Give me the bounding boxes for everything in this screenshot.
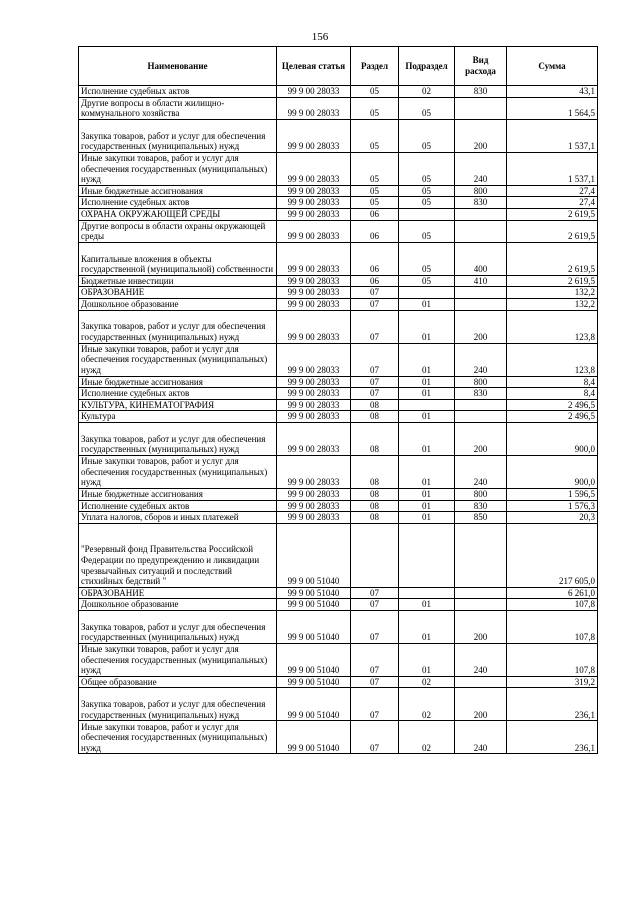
header-section: Раздел: [351, 47, 399, 86]
table-row: [79, 610, 598, 643]
cell-name: Исполнение судебных актов: [79, 500, 277, 512]
cell-subsection: 01: [399, 388, 455, 400]
cell-name: Закупка товаров, работ и услуг для обеспечения государственных (муниципальных) нужд: [79, 610, 277, 643]
cell-name: Другие вопросы в области охраны окружающей среды: [79, 220, 277, 242]
cell-name: Иные закупки товаров, работ и услуг для обеспечения государственных (муниципальных) нужд: [79, 721, 277, 754]
cell-subsection: 01: [399, 500, 455, 512]
cell-subsection: 05: [399, 119, 455, 152]
cell-section: [351, 523, 399, 587]
cell-subsection: 05: [399, 152, 455, 185]
cell-section: 07: [351, 721, 399, 754]
cell-section: 06: [351, 208, 399, 220]
cell-name: Иные закупки товаров, работ и услуг для обеспечения государственных (муниципальных) нужд: [79, 455, 277, 488]
cell-type: 200: [455, 119, 507, 152]
cell-subsection: 02: [399, 676, 455, 688]
cell-target: 99 9 00 28033: [277, 388, 351, 400]
cell-name: Закупка товаров, работ и услуг для обеспечения государственных (муниципальных) нужд: [79, 119, 277, 152]
cell-type: [455, 411, 507, 423]
table-row: [79, 455, 598, 488]
cell-target: 99 9 00 28033: [277, 376, 351, 388]
cell-type: 240: [455, 455, 507, 488]
table-row: [79, 197, 598, 209]
cell-type: 850: [455, 512, 507, 524]
cell-sum: 107,8: [507, 643, 598, 676]
table-row: [79, 599, 598, 611]
cell-type: [455, 287, 507, 299]
cell-type: [455, 599, 507, 611]
cell-subsection: 01: [399, 488, 455, 500]
cell-type: 240: [455, 343, 507, 376]
cell-subsection: 02: [399, 688, 455, 721]
table-row: [79, 399, 598, 411]
cell-name: Иные бюджетные ассигнования: [79, 185, 277, 197]
cell-subsection: [399, 208, 455, 220]
table-row: [79, 411, 598, 423]
cell-name: Исполнение судебных актов: [79, 197, 277, 209]
cell-subsection: 01: [399, 643, 455, 676]
cell-name: Иные бюджетные ассигнования: [79, 376, 277, 388]
cell-target: 99 9 00 28033: [277, 152, 351, 185]
header-subsection: Подраздел: [399, 47, 455, 86]
cell-sum: 319,2: [507, 676, 598, 688]
cell-name: Капитальные вложения в объекты государственной (муниципальной) собственности: [79, 242, 277, 275]
page-number: 156: [311, 31, 329, 43]
table-row: [79, 86, 598, 98]
cell-subsection: 05: [399, 242, 455, 275]
cell-subsection: [399, 399, 455, 411]
cell-target: 99 9 00 51040: [277, 643, 351, 676]
table-row: [79, 275, 598, 287]
cell-target: 99 9 00 28033: [277, 119, 351, 152]
cell-name: Другие вопросы в области жилищно-коммунального хозяйства: [79, 97, 277, 119]
cell-sum: 1 564,5: [507, 97, 598, 119]
cell-type: 800: [455, 185, 507, 197]
cell-name: "Резервный фонд Правительства Российской Федерации по предупреждению и ликвидации чрезвычайных ситуаций и последствий стихийных бедствий ": [79, 523, 277, 587]
cell-sum: 8,4: [507, 376, 598, 388]
cell-section: 07: [351, 688, 399, 721]
cell-sum: 236,1: [507, 721, 598, 754]
cell-section: 07: [351, 643, 399, 676]
cell-target: 99 9 00 51040: [277, 523, 351, 587]
cell-section: 07: [351, 599, 399, 611]
table-row: [79, 523, 598, 587]
cell-target: 99 9 00 28033: [277, 512, 351, 524]
cell-type: [455, 298, 507, 310]
header-name: Наименование: [79, 47, 277, 86]
cell-type: 830: [455, 86, 507, 98]
cell-sum: 8,4: [507, 388, 598, 400]
cell-target: 99 9 00 28033: [277, 411, 351, 423]
cell-target: 99 9 00 51040: [277, 721, 351, 754]
cell-name: Закупка товаров, работ и услуг для обеспечения государственных (муниципальных) нужд: [79, 422, 277, 455]
cell-subsection: 05: [399, 97, 455, 119]
table-row: [79, 287, 598, 299]
cell-section: 08: [351, 411, 399, 423]
table-row: [79, 152, 598, 185]
cell-subsection: [399, 587, 455, 599]
cell-sum: 6 261,0: [507, 587, 598, 599]
cell-target: 99 9 00 28033: [277, 488, 351, 500]
cell-type: [455, 208, 507, 220]
cell-target: 99 9 00 28033: [277, 455, 351, 488]
cell-name: Исполнение судебных актов: [79, 388, 277, 400]
cell-name: Закупка товаров, работ и услуг для обеспечения государственных (муниципальных) нужд: [79, 688, 277, 721]
table-header-row: [79, 47, 598, 86]
table-row: [79, 721, 598, 754]
cell-subsection: 01: [399, 298, 455, 310]
table-row: [79, 376, 598, 388]
table-body: [79, 86, 598, 754]
cell-target: 99 9 00 51040: [277, 688, 351, 721]
cell-target: 99 9 00 51040: [277, 676, 351, 688]
header-type: Вид расхода: [455, 47, 507, 86]
cell-sum: 2 496,5: [507, 399, 598, 411]
cell-target: 99 9 00 28033: [277, 185, 351, 197]
cell-name: ОБРАЗОВАНИЕ: [79, 587, 277, 599]
cell-section: 07: [351, 376, 399, 388]
cell-target: 99 9 00 28033: [277, 422, 351, 455]
cell-type: 200: [455, 688, 507, 721]
cell-subsection: 02: [399, 86, 455, 98]
cell-type: 240: [455, 643, 507, 676]
cell-sum: 2 619,5: [507, 242, 598, 275]
cell-name: Культура: [79, 411, 277, 423]
cell-section: 06: [351, 220, 399, 242]
cell-subsection: [399, 523, 455, 587]
budget-table: [78, 46, 598, 754]
cell-target: 99 9 00 28033: [277, 242, 351, 275]
cell-subsection: 01: [399, 599, 455, 611]
cell-name: КУЛЬТУРА, КИНЕМАТОГРАФИЯ: [79, 399, 277, 411]
cell-name: Иные закупки товаров, работ и услуг для обеспечения государственных (муниципальных) нужд: [79, 343, 277, 376]
cell-type: 830: [455, 500, 507, 512]
cell-section: 08: [351, 488, 399, 500]
cell-sum: 107,8: [507, 610, 598, 643]
cell-section: 05: [351, 152, 399, 185]
cell-section: 08: [351, 399, 399, 411]
table-row: [79, 488, 598, 500]
cell-target: 99 9 00 28033: [277, 197, 351, 209]
cell-name: Уплата налогов, сборов и иных платежей: [79, 512, 277, 524]
cell-section: 05: [351, 86, 399, 98]
cell-subsection: 01: [399, 376, 455, 388]
cell-type: 240: [455, 152, 507, 185]
table-row: [79, 422, 598, 455]
cell-target: 99 9 00 28033: [277, 343, 351, 376]
table-row: [79, 298, 598, 310]
table-row: [79, 388, 598, 400]
cell-target: 99 9 00 28033: [277, 86, 351, 98]
cell-section: 08: [351, 455, 399, 488]
cell-target: 99 9 00 28033: [277, 399, 351, 411]
cell-sum: 1 537,1: [507, 152, 598, 185]
cell-name: Иные бюджетные ассигнования: [79, 488, 277, 500]
cell-type: 200: [455, 610, 507, 643]
cell-target: 99 9 00 28033: [277, 275, 351, 287]
cell-sum: 132,2: [507, 298, 598, 310]
cell-section: 05: [351, 197, 399, 209]
cell-section: 07: [351, 298, 399, 310]
cell-subsection: 05: [399, 220, 455, 242]
header-target: Целевая статья: [277, 47, 351, 86]
cell-sum: 1 596,5: [507, 488, 598, 500]
cell-name: Дошкольное образование: [79, 298, 277, 310]
cell-target: 99 9 00 28033: [277, 287, 351, 299]
table-row: [79, 97, 598, 119]
cell-section: 07: [351, 310, 399, 343]
cell-type: 200: [455, 422, 507, 455]
table-row: [79, 208, 598, 220]
table-row: [79, 310, 598, 343]
cell-section: 07: [351, 388, 399, 400]
cell-sum: 27,4: [507, 185, 598, 197]
cell-sum: 2 619,5: [507, 275, 598, 287]
cell-name: Бюджетные инвестиции: [79, 275, 277, 287]
cell-subsection: 05: [399, 185, 455, 197]
cell-name: Дошкольное образование: [79, 599, 277, 611]
cell-sum: 900,0: [507, 455, 598, 488]
cell-section: 07: [351, 676, 399, 688]
table-row: [79, 688, 598, 721]
cell-sum: 123,8: [507, 343, 598, 376]
table-row: [79, 500, 598, 512]
cell-section: 07: [351, 343, 399, 376]
cell-type: 400: [455, 242, 507, 275]
cell-name: Общее образование: [79, 676, 277, 688]
table-row: [79, 220, 598, 242]
cell-section: 07: [351, 287, 399, 299]
table-row: [79, 242, 598, 275]
cell-sum: 123,8: [507, 310, 598, 343]
cell-type: 200: [455, 310, 507, 343]
table-row: [79, 512, 598, 524]
cell-subsection: 01: [399, 610, 455, 643]
cell-sum: 27,4: [507, 197, 598, 209]
cell-type: 410: [455, 275, 507, 287]
cell-subsection: 01: [399, 512, 455, 524]
cell-section: 07: [351, 587, 399, 599]
cell-subsection: 05: [399, 275, 455, 287]
cell-type: 240: [455, 721, 507, 754]
cell-target: 99 9 00 51040: [277, 587, 351, 599]
cell-sum: 2 619,5: [507, 208, 598, 220]
cell-sum: 1 576,3: [507, 500, 598, 512]
cell-section: 08: [351, 500, 399, 512]
header-sum: Сумма: [507, 47, 598, 86]
cell-subsection: 02: [399, 721, 455, 754]
cell-target: 99 9 00 28033: [277, 298, 351, 310]
cell-section: 05: [351, 185, 399, 197]
cell-target: 99 9 00 28033: [277, 310, 351, 343]
cell-subsection: 01: [399, 310, 455, 343]
cell-target: 99 9 00 28033: [277, 220, 351, 242]
table-row: [79, 676, 598, 688]
cell-target: 99 9 00 51040: [277, 599, 351, 611]
cell-type: 800: [455, 376, 507, 388]
cell-subsection: 01: [399, 411, 455, 423]
cell-sum: 132,2: [507, 287, 598, 299]
cell-type: [455, 97, 507, 119]
cell-sum: 900,0: [507, 422, 598, 455]
table-row: [79, 119, 598, 152]
cell-section: 06: [351, 242, 399, 275]
cell-subsection: 01: [399, 422, 455, 455]
cell-section: 05: [351, 97, 399, 119]
cell-section: 08: [351, 422, 399, 455]
cell-sum: 107,8: [507, 599, 598, 611]
cell-section: 06: [351, 275, 399, 287]
cell-name: Иные закупки товаров, работ и услуг для обеспечения государственных (муниципальных) нужд: [79, 152, 277, 185]
cell-target: 99 9 00 28033: [277, 500, 351, 512]
cell-sum: 2 619,5: [507, 220, 598, 242]
cell-type: [455, 220, 507, 242]
cell-subsection: 05: [399, 197, 455, 209]
cell-section: 05: [351, 119, 399, 152]
cell-name: Исполнение судебных актов: [79, 86, 277, 98]
cell-type: 800: [455, 488, 507, 500]
cell-sum: 20,3: [507, 512, 598, 524]
table-row: [79, 643, 598, 676]
cell-sum: 1 537,1: [507, 119, 598, 152]
table-row: [79, 587, 598, 599]
cell-name: Иные закупки товаров, работ и услуг для обеспечения государственных (муниципальных) нужд: [79, 643, 277, 676]
cell-target: 99 9 00 28033: [277, 208, 351, 220]
cell-type: [455, 399, 507, 411]
cell-name: Закупка товаров, работ и услуг для обеспечения государственных (муниципальных) нужд: [79, 310, 277, 343]
cell-sum: 236,1: [507, 688, 598, 721]
cell-type: 830: [455, 388, 507, 400]
cell-sum: 2 496,5: [507, 411, 598, 423]
table-row: [79, 343, 598, 376]
cell-subsection: [399, 287, 455, 299]
cell-target: 99 9 00 51040: [277, 610, 351, 643]
table-row: [79, 185, 598, 197]
cell-name: ОХРАНА ОКРУЖАЮЩЕЙ СРЕДЫ: [79, 208, 277, 220]
cell-section: 07: [351, 610, 399, 643]
cell-sum: 43,1: [507, 86, 598, 98]
cell-type: 830: [455, 197, 507, 209]
cell-section: 08: [351, 512, 399, 524]
cell-sum: 217 605,0: [507, 523, 598, 587]
cell-subsection: 01: [399, 455, 455, 488]
cell-target: 99 9 00 28033: [277, 97, 351, 119]
cell-type: [455, 676, 507, 688]
cell-type: [455, 523, 507, 587]
cell-name: ОБРАЗОВАНИЕ: [79, 287, 277, 299]
cell-type: [455, 587, 507, 599]
cell-subsection: 01: [399, 343, 455, 376]
